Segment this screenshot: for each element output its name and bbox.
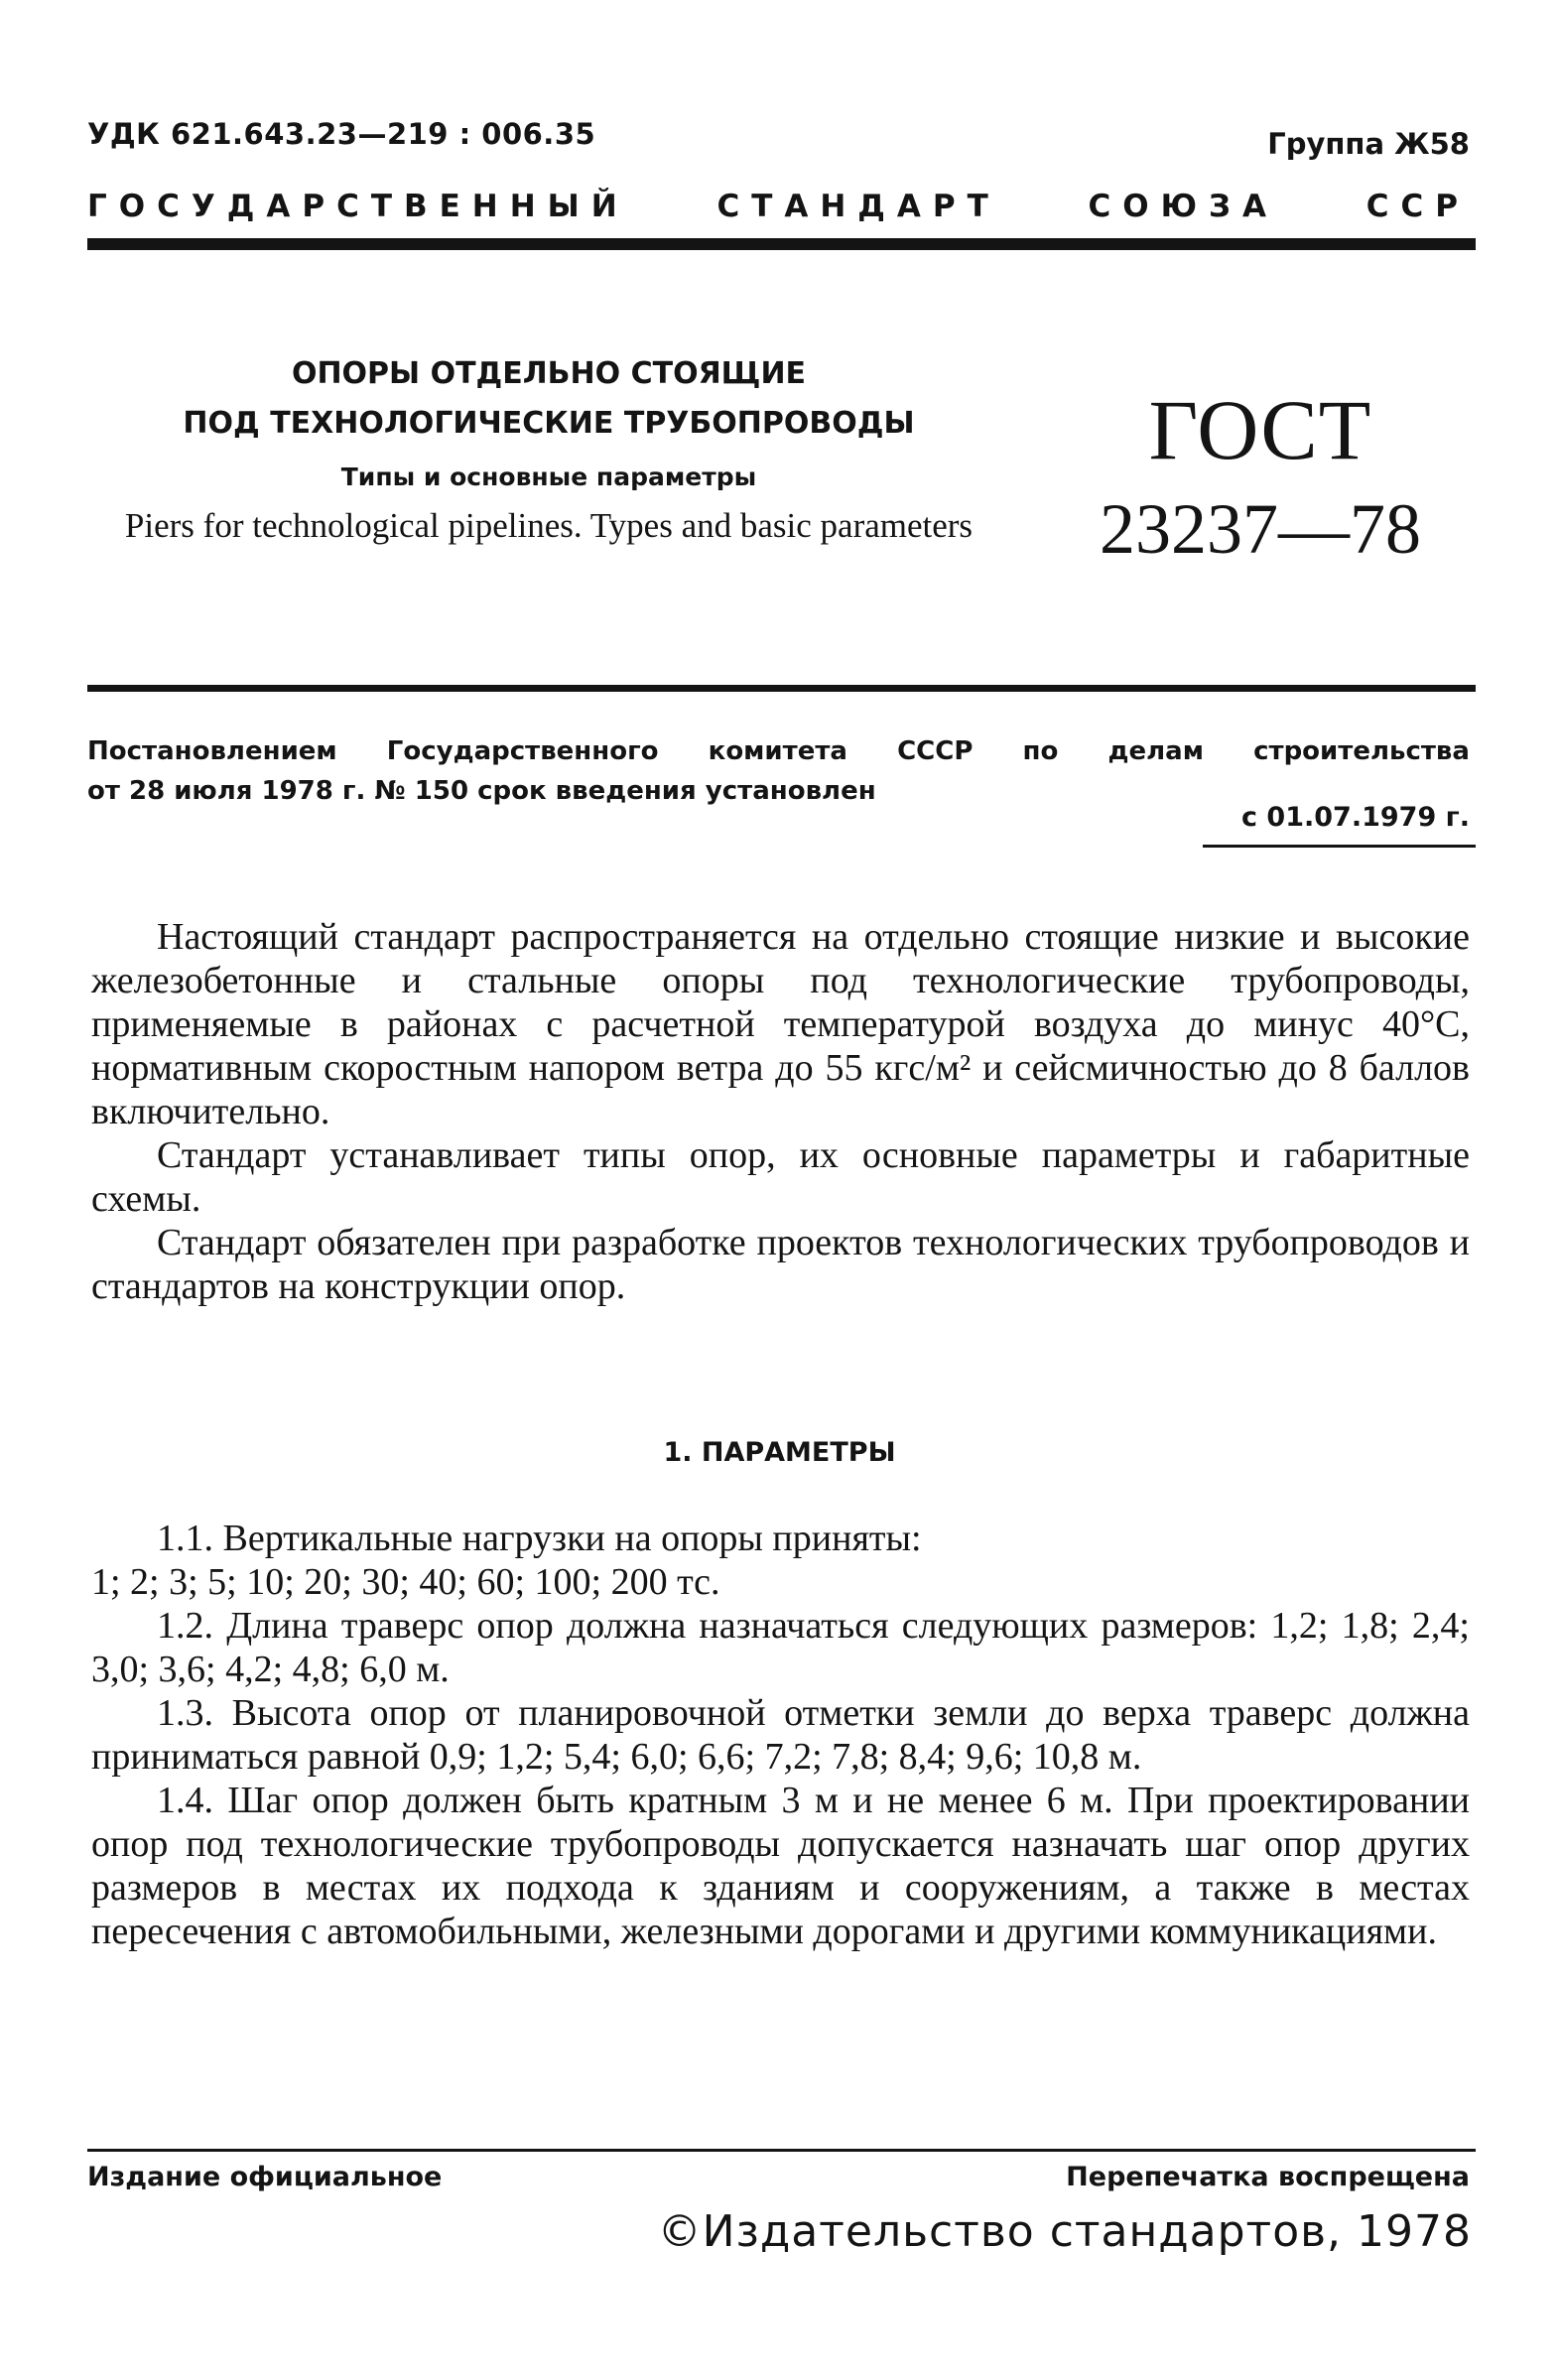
decree-word: строительства (1253, 736, 1470, 766)
decree-word: СССР (897, 736, 974, 766)
state-standard-heading (87, 189, 1470, 224)
reprint-notice: Перепечатка воспрещена (1066, 2162, 1470, 2192)
official-edition: Издание официальное (87, 2162, 443, 2192)
state-standard-word: СТАНДАРТ (716, 189, 1000, 224)
gost-label: ГОСТ (1148, 382, 1372, 477)
intro-paragraph: Настоящий стандарт распространяется на отдельно стоящие низкие и высокие железобетонные и стальные опоры под технологические трубопроводы, применяемые в районах с расчетной температурой воздуха до минус 40°С, нормативным скоростным напором ветра до 55 кгс/м² и сейсмичностью до 8 баллов включительно. (91, 916, 1470, 1132)
english-title: Piers for technological pipelines. Types and basic parameters (124, 506, 974, 545)
state-standard-word: ГОСУДАРСТВЕННЫЙ (87, 189, 629, 224)
decree-word: по (1022, 736, 1059, 766)
parameter-paragraph: 1; 2; 3; 5; 10; 20; 30; 40; 60; 100; 200 тс. (91, 1561, 720, 1603)
parameter-paragraph: 1.4. Шаг опор должен быть кратным 3 м и не менее 6 м. При проектировании опор под технологические трубопроводы допускается назначать шаг опор других размеров в местах их подхода к зданиям и сооружениям, а также в местах пересечения с автомобильными, железными дорогами и другими коммуникациями. (91, 1780, 1470, 1952)
intro-paragraph: Стандарт обязателен при разработке проектов технологических трубопроводов и стандартов на конструкции опор. (91, 1222, 1470, 1307)
date-underline (1203, 845, 1476, 848)
section-title: 1. ПАРАМЕТРЫ (663, 1437, 896, 1468)
intro-paragraph: Стандарт устанавливает типы опор, их основные параметры и габаритные схемы. (91, 1134, 1470, 1220)
decree-line-2: от 28 июля 1978 г. № 150 срок введения установлен (87, 776, 876, 806)
decree-word: Постановлением (87, 736, 337, 766)
state-standard-word: СОЮЗА (1088, 189, 1279, 224)
document-title-line-1: ОПОРЫ ОТДЕЛЬНО СТОЯЩИЕ (291, 356, 807, 391)
parameter-paragraph: 1.3. Высота опор от планировочной отметки земли до верха траверс должна приниматься равной 0,9; 1,2; 5,4; 6,0; 6,6; 7,2; 7,8; 8,4; 9,6; 10,8 м. (91, 1692, 1470, 1778)
decree-word: Государственного (386, 736, 659, 766)
parameters-text (91, 1517, 1470, 1953)
document-title-line-2: ПОД ТЕХНОЛОГИЧЕСКИЕ ТРУБОПРОВОДЫ (183, 406, 915, 441)
footer-rule (87, 2149, 1476, 2152)
decree-line-1 (87, 731, 1470, 771)
state-standard-word: ССР (1365, 189, 1470, 224)
gost-number: 23237—78 (1100, 489, 1421, 569)
decree-word: комитета (708, 736, 847, 766)
intro-text (91, 915, 1470, 1308)
effective-date: с 01.07.1979 г. (1241, 802, 1470, 833)
gost-designation (1042, 382, 1479, 575)
title-rule (87, 685, 1476, 692)
title-block (87, 349, 1010, 545)
decree-word: делам (1107, 736, 1204, 766)
udk-code: УДК 621.643.23—219 : 006.35 (87, 117, 596, 151)
copyright: ©Издательство стандартов, 1978 (657, 2206, 1472, 2257)
header-rule (87, 238, 1476, 250)
decree-text (87, 731, 1470, 811)
parameter-paragraph: 1.2. Длина траверс опор должна назначаться следующих размеров: 1,2; 1,8; 2,4; 3,0; 3,6; 4,2; 4,8; 6,0 м. (91, 1605, 1470, 1690)
document-subtitle: Типы и основные параметры (340, 463, 757, 491)
group-code: Группа Ж58 (1267, 127, 1470, 161)
parameter-paragraph: 1.1. Вертикальные нагрузки на опоры приняты: (157, 1518, 922, 1559)
